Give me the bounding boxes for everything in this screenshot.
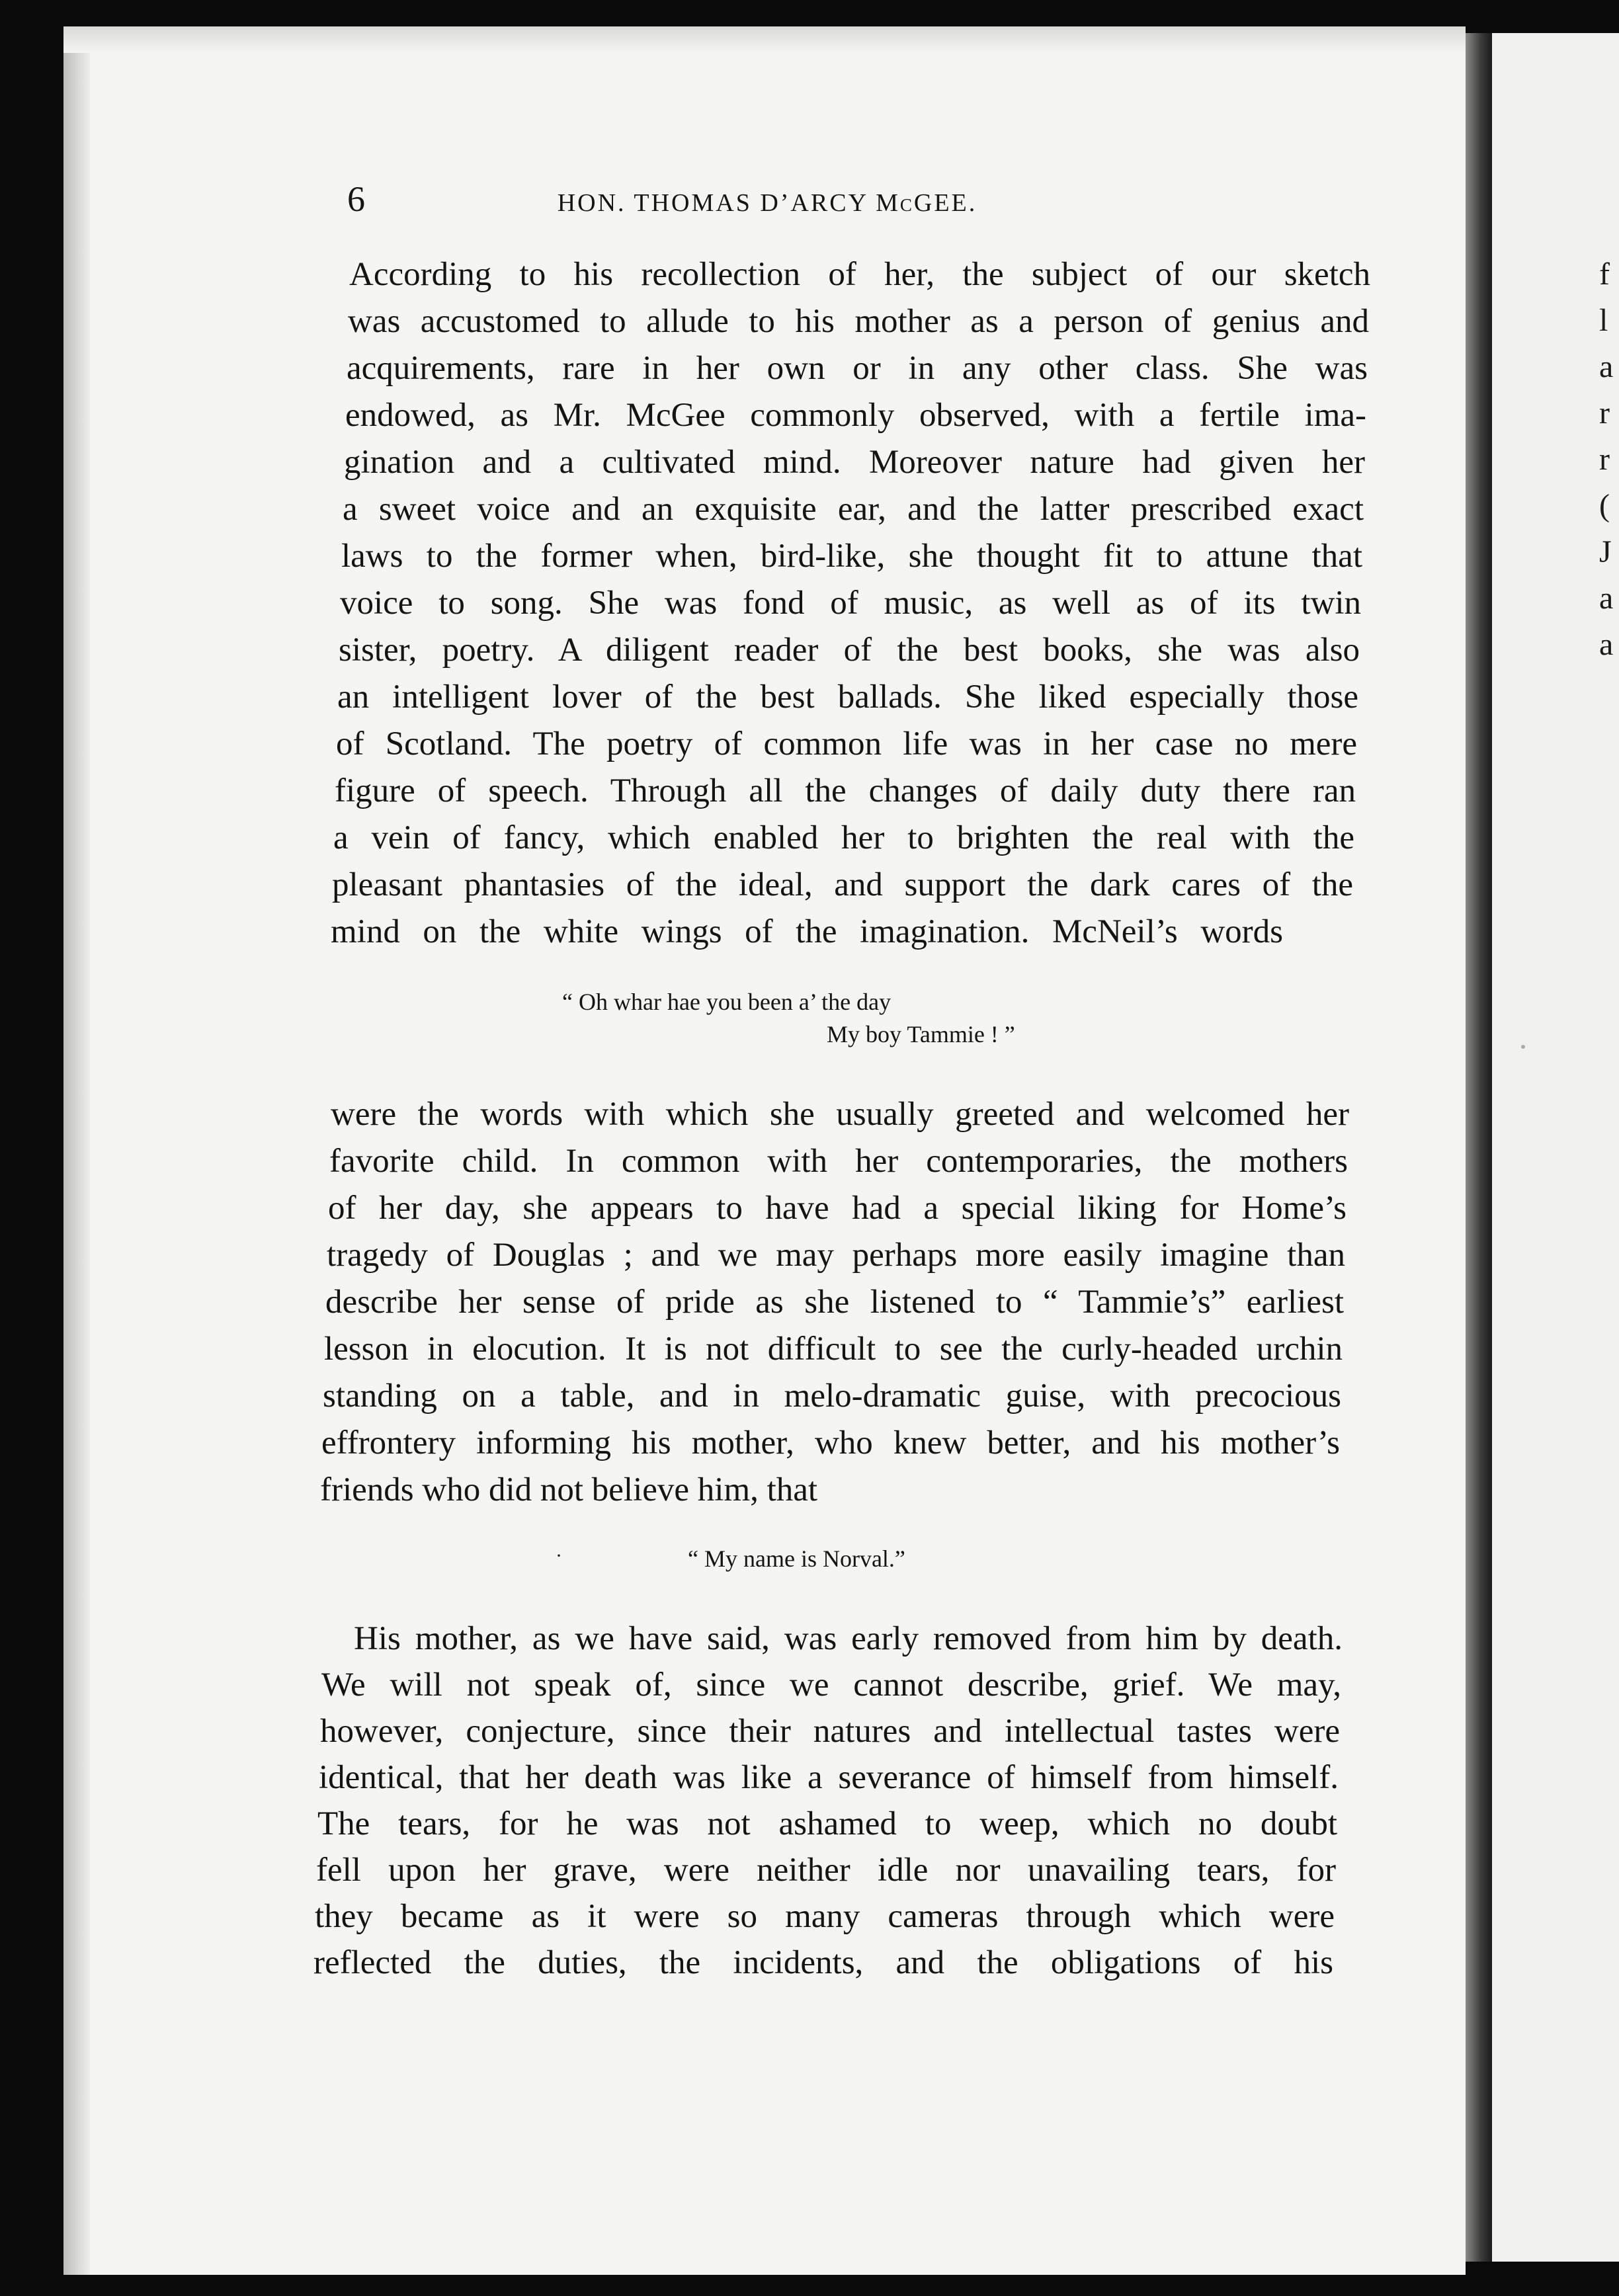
text-line: of her day, she appears to have had a special liking for Home’s — [328, 1190, 1347, 1227]
text-line: lesson in elocution. It is not difficult to see the curly-headed urchin — [324, 1331, 1343, 1368]
text-line: an intelligent lover of the best ballads. She liked especially those — [337, 678, 1358, 716]
text-line: acquirements, rare in her own or in any other class. She was — [347, 350, 1368, 387]
text-line: mind on the white wings of the imagination. McNeil’s words — [331, 913, 1283, 950]
facing-letter: a — [1599, 581, 1614, 616]
text-line: pleasant phantasies of the ideal, and support the dark cares of the — [332, 866, 1353, 903]
scan-speck — [1521, 1045, 1525, 1049]
facing-letter: r — [1599, 395, 1610, 430]
text-line: reflected the duties, the incidents, and the obligations of his — [313, 1944, 1333, 1981]
text-line: figure of speech. Through all the changes of daily duty there ran — [335, 772, 1356, 809]
facing-letter: ( — [1599, 488, 1610, 523]
text-line: describe her sense of pride as she listened to “ Tammie’s” earliest — [325, 1284, 1344, 1321]
facing-letter: a — [1599, 349, 1614, 384]
facing-letter: J — [1599, 534, 1612, 569]
facing-letter: a — [1599, 627, 1614, 662]
text-line: endowed, as Mr. McGee commonly observed, with a fertile ima- — [345, 397, 1366, 434]
text-line: a vein of fancy, which enabled her to brighten the real with the — [333, 819, 1354, 856]
text-line: however, conjecture, since their natures and intellectual tastes were — [320, 1713, 1340, 1750]
text-line: His mother, as we have said, was early removed from him by death. — [354, 1620, 1343, 1657]
scan-speck — [5, 807, 15, 821]
text-line: a sweet voice and an exquisite ear, and the latter prescribed exact — [343, 491, 1364, 528]
facing-letter: r — [1599, 442, 1610, 477]
verse-line: “ My name is Norval.” — [688, 1545, 905, 1572]
text-line: tragedy of Douglas ; and we may perhaps more easily imagine than — [327, 1237, 1345, 1274]
text-line: were the words with which she usually greeted and welcomed her — [331, 1096, 1349, 1133]
text-line: fell upon her grave, were neither idle nor unavailing tears, for — [316, 1852, 1336, 1889]
text-line: was accustomed to allude to his mother as a person of genius and — [348, 303, 1369, 340]
verse-line: “ Oh whar hae you been a’ the day — [562, 989, 892, 1015]
verse-ornament: · — [556, 1545, 562, 1567]
running-head: HON. THOMAS D’ARCY McGEE. — [557, 189, 977, 217]
text-line: We will not speak of, since we cannot describe, grief. We may, — [321, 1666, 1341, 1703]
facing-letter: l — [1599, 303, 1608, 338]
text-line: According to his recollection of her, the subject of our sketch — [349, 256, 1370, 293]
page-number: 6 — [347, 179, 365, 219]
text-line: laws to the former when, bird-like, she thought fit to attune that — [341, 538, 1362, 575]
text-line: standing on a table, and in melo-dramatic guise, with precocious — [323, 1377, 1341, 1414]
book-gutter — [1466, 33, 1492, 2262]
text-line: favorite child. In common with her contemporaries, the mothers — [329, 1143, 1348, 1180]
text-line: identical, that her death was like a severance of himself from himself. — [319, 1759, 1339, 1796]
text-line: The tears, for he was not ashamed to weep, which no doubt — [317, 1805, 1337, 1842]
text-line: sister, poetry. A diligent reader of the best books, she was also — [339, 632, 1360, 669]
text-line: friends who did not believe him, that — [320, 1471, 818, 1508]
text-line: voice to song. She was fond of music, as well as of its twin — [340, 585, 1361, 622]
page-edge-shadow — [63, 26, 90, 2275]
facing-page-text — [1599, 251, 1619, 668]
page-top-edge — [63, 26, 1466, 53]
facing-letter: f — [1599, 257, 1610, 292]
text-line: they became as it were so many cameras through which were — [315, 1898, 1335, 1935]
verse-line: My boy Tammie ! ” — [827, 1021, 1015, 1047]
text-line: gination and a cultivated mind. Moreover nature had given her — [344, 444, 1365, 481]
text-line: of Scotland. The poetry of common life was in her case no mere — [336, 725, 1357, 762]
text-line: effrontery informing his mother, who knew better, and his mother’s — [321, 1424, 1340, 1461]
